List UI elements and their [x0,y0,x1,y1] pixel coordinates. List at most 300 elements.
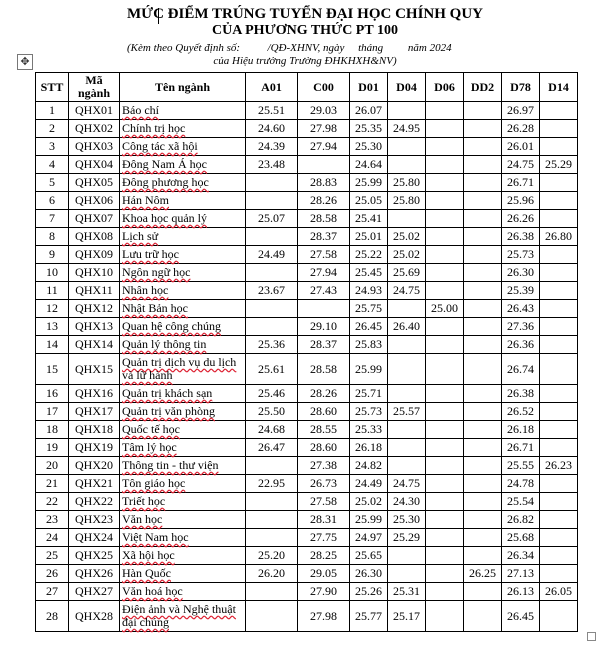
score-cell [464,354,502,385]
score-cell [464,421,502,439]
score-cell [464,511,502,529]
cell-text: 27 [46,584,58,598]
score-cell [464,475,502,493]
cell-text: 27.58 [310,247,337,261]
major-name [120,354,246,385]
score-cell [246,210,298,228]
score-cell [298,601,350,632]
cell-text: 25.26 [355,584,382,598]
cell-text: 28.60 [310,404,337,418]
score-cell [426,354,464,385]
score-cell [298,210,350,228]
score-cell [464,439,502,457]
cell-text: 25.99 [355,175,382,189]
major-code [69,210,120,228]
score-cell [502,138,540,156]
score-cell [426,457,464,475]
row-number [36,529,69,547]
score-cell [464,493,502,511]
cell-text: 24.95 [393,121,420,135]
score-cell [350,421,388,439]
cell-text: 27.98 [310,608,337,623]
cell-text: 27.36 [507,319,534,333]
cell-text: 21 [46,476,58,490]
row-number [36,354,69,385]
score-cell [426,493,464,511]
cell-text: 25.71 [355,386,382,400]
column-header: D04 [388,73,426,102]
score-cell [298,529,350,547]
score-cell [540,336,578,354]
score-cell [426,264,464,282]
score-cell [246,336,298,354]
cell-text: 24.75 [393,476,420,490]
score-cell [350,385,388,403]
major-name-text: Ngôn ngữ học [122,265,191,279]
major-name [120,547,246,565]
column-header: D78 [502,73,540,102]
cell-text: 26.71 [507,440,534,454]
score-cell [246,547,298,565]
score-cell [540,601,578,632]
column-header: C00 [298,73,350,102]
cell-text: 26.01 [507,139,534,153]
cell-text: 24.75 [507,157,534,171]
major-name-text: Quản lý thông tin [122,337,207,351]
cell-text: 29.10 [310,319,337,333]
score-cell [502,174,540,192]
cell-text: 28 [46,608,58,623]
score-cell [388,354,426,385]
score-cell [502,210,540,228]
decision-reference: (Kèm theo Quyết định số: /QĐ-XHNV, ngày tháng năm 2024 [127,42,452,54]
major-name-text: Đông Nam Á học [122,157,207,171]
table-resize-handle-icon[interactable] [587,632,596,641]
cell-text: 26.43 [507,301,534,315]
cell-text: 25.73 [507,247,534,261]
score-cell [464,336,502,354]
table-row [36,457,578,475]
score-cell [426,385,464,403]
table-row [36,300,578,318]
score-cell [298,192,350,210]
score-cell [540,282,578,300]
table-header-row [36,73,578,102]
score-cell [426,120,464,138]
major-code [69,385,120,403]
table-row [36,264,578,282]
cell-text: 6 [49,193,55,207]
cell-text: 25.73 [355,404,382,418]
score-cell [246,493,298,511]
major-name-text: Tâm lý học [122,440,177,454]
cell-text: 26.40 [393,319,420,333]
cell-text: 29.05 [310,566,337,580]
cell-text: 22 [46,494,58,508]
score-cell [298,583,350,601]
score-cell [246,565,298,583]
score-cell [298,300,350,318]
cell-text: 27.98 [310,121,337,135]
cell-text: 25.50 [258,404,285,418]
score-cell [464,547,502,565]
major-name-text: Quản trị dịch vụ du lịch và lữ hành [122,355,237,382]
cell-text: 14 [46,337,58,351]
major-code [69,156,120,174]
cell-text: 28.31 [310,512,337,526]
cell-text: 26.52 [507,404,534,418]
score-cell [298,138,350,156]
cell-text: 25.02 [393,247,420,261]
table-move-handle-icon[interactable]: ✥ [17,54,33,70]
score-cell [246,120,298,138]
table-row [36,421,578,439]
cell-text: 25.35 [355,121,382,135]
cell-text: 25.61 [258,361,285,376]
score-cell [540,565,578,583]
major-name [120,120,246,138]
score-cell [388,102,426,120]
score-cell [388,174,426,192]
major-name [120,174,246,192]
score-cell [464,210,502,228]
cell-text: 25.54 [507,494,534,508]
table-row [36,354,578,385]
major-name [120,493,246,511]
score-cell [426,300,464,318]
score-cell [388,138,426,156]
table-row [36,475,578,493]
row-number [36,102,69,120]
score-cell [540,156,578,174]
cell-text: 5 [49,175,55,189]
major-name [120,138,246,156]
cell-text: 25.07 [258,211,285,225]
major-code [69,547,120,565]
score-cell [350,565,388,583]
score-cell [540,210,578,228]
row-number [36,246,69,264]
cell-text: 25.02 [393,229,420,243]
major-name [120,282,246,300]
score-cell [464,601,502,632]
score-cell [502,120,540,138]
major-name [120,511,246,529]
score-cell [464,120,502,138]
score-cell [350,439,388,457]
score-cell [502,336,540,354]
cell-text: 27.94 [310,265,337,279]
cell-text: 26.23 [545,458,572,472]
major-code [69,354,120,385]
column-header: D14 [540,73,578,102]
cell-text: 25.46 [258,386,285,400]
major-name [120,264,246,282]
cell-text: 3 [49,139,55,153]
major-name [120,318,246,336]
score-cell [298,385,350,403]
score-cell [350,475,388,493]
major-code [69,529,120,547]
score-cell [298,282,350,300]
cell-text: 9 [49,247,55,261]
major-name [120,439,246,457]
score-cell [464,264,502,282]
cell-text: 25.05 [355,193,382,207]
cell-text: 17 [46,404,58,418]
major-name-text: Nhân học [122,283,169,297]
cell-text: 25.01 [355,229,382,243]
cell-text: 26.74 [507,361,534,376]
score-cell [388,264,426,282]
score-cell [350,601,388,632]
score-cell [298,439,350,457]
score-cell [502,601,540,632]
cell-text: 26.07 [355,103,382,117]
score-cell [540,246,578,264]
cell-text: QHX16 [75,386,113,400]
cell-text: QHX18 [75,422,113,436]
cell-text: 27.94 [310,139,337,153]
major-name [120,156,246,174]
score-cell [246,282,298,300]
score-cell [246,228,298,246]
score-cell [426,210,464,228]
score-cell [464,403,502,421]
score-cell [464,246,502,264]
score-cell [502,156,540,174]
cell-text: 26.38 [507,229,534,243]
row-number [36,547,69,565]
cell-text: QHX21 [75,476,113,490]
score-cell [298,246,350,264]
cell-text: 26.25 [469,566,496,580]
cell-text: QHX20 [75,458,113,472]
table-row [36,138,578,156]
score-cell [388,439,426,457]
cell-text: 27.58 [310,494,337,508]
score-cell [426,138,464,156]
cell-text: 19 [46,440,58,454]
cell-text: 25.22 [355,247,382,261]
score-cell [350,264,388,282]
major-name-text: Triết học [122,494,166,508]
score-cell [540,192,578,210]
major-code [69,493,120,511]
major-name-text: Nhật Bản học [122,301,188,315]
row-number [36,601,69,632]
score-cell [350,228,388,246]
cell-text: 27.90 [310,584,337,598]
score-cell [388,529,426,547]
cell-text: 12 [46,301,58,315]
cell-text: 27.75 [310,530,337,544]
major-name [120,421,246,439]
major-name-text: Hán Nôm [122,193,169,207]
score-cell [298,156,350,174]
score-cell [502,493,540,511]
cell-text: QHX12 [75,301,113,315]
score-cell [350,403,388,421]
score-cell [426,246,464,264]
cell-text: 16 [46,386,58,400]
cell-text: 20 [46,458,58,472]
score-cell [298,354,350,385]
cell-text: 25.55 [507,458,534,472]
score-cell [464,174,502,192]
cell-text: 24 [46,530,58,544]
score-cell [388,282,426,300]
cell-text: 28.60 [310,440,337,454]
cell-text: 24.82 [355,458,382,472]
score-cell [464,102,502,120]
score-cell [540,475,578,493]
score-cell [540,174,578,192]
table-row [36,120,578,138]
score-cell [540,547,578,565]
major-name [120,385,246,403]
cell-text: 28.55 [310,422,337,436]
cell-text: QHX10 [75,265,113,279]
cell-text: QHX13 [75,319,113,333]
row-number [36,156,69,174]
row-number [36,421,69,439]
cell-text: 25.77 [355,608,382,623]
score-cell [246,246,298,264]
cell-text: 18 [46,422,58,436]
major-name-text: Lưu trữ học [122,247,179,261]
cell-text: 23.48 [258,157,285,171]
score-cell [246,264,298,282]
cell-text: 25.65 [355,548,382,562]
cell-text: QHX04 [75,157,113,171]
major-code [69,511,120,529]
score-cell [246,583,298,601]
cell-text: 24.64 [355,157,382,171]
cell-text: 26.18 [355,440,382,454]
score-cell [388,403,426,421]
score-cell [246,102,298,120]
score-cell [426,475,464,493]
score-cell [426,156,464,174]
score-cell [350,138,388,156]
row-number [36,583,69,601]
cell-text: 26.30 [507,265,534,279]
row-number [36,120,69,138]
major-name [120,565,246,583]
score-cell [502,583,540,601]
row-number [36,264,69,282]
table-body [36,102,578,632]
score-cell [388,120,426,138]
cell-text: 28.58 [310,211,337,225]
cell-text: 26.20 [258,566,285,580]
score-cell [350,282,388,300]
score-cell [246,318,298,336]
major-code [69,174,120,192]
cell-text: 25.20 [258,548,285,562]
table-row [36,192,578,210]
table-row [36,403,578,421]
major-name-text: Báo chí [122,103,159,117]
cell-text: 28.83 [310,175,337,189]
cell-text: 26.82 [507,512,534,526]
cell-text: 26 [46,566,58,580]
score-cell [464,385,502,403]
major-name-text: Khoa học quản lý [122,211,207,225]
major-name [120,583,246,601]
cell-text: 23.67 [258,283,285,297]
score-cell [246,511,298,529]
row-number [36,336,69,354]
score-cell [502,421,540,439]
score-cell [298,565,350,583]
cell-text: 25.17 [393,608,420,623]
row-number [36,228,69,246]
cell-text: 24.75 [393,283,420,297]
cell-text: 26.28 [507,121,534,135]
major-name [120,457,246,475]
major-name-text: Thông tin - thư viện [122,458,219,472]
cell-text: 22.95 [258,476,285,490]
cell-text: 25.68 [507,530,534,544]
score-cell [350,120,388,138]
score-cell [540,511,578,529]
score-cell [298,493,350,511]
cell-text: QHX05 [75,175,113,189]
score-cell [426,421,464,439]
cell-text: QHX27 [75,584,113,598]
row-number [36,282,69,300]
cell-text: QHX14 [75,337,113,351]
score-cell [464,138,502,156]
major-code [69,475,120,493]
score-cell [502,246,540,264]
row-number [36,475,69,493]
score-cell [298,457,350,475]
score-cell [388,493,426,511]
score-cell [464,529,502,547]
score-cell [350,156,388,174]
row-number [36,403,69,421]
major-name-text: Điện ảnh và Nghệ thuật đại chúng [122,602,236,629]
cell-text: QHX22 [75,494,113,508]
row-number [36,457,69,475]
row-number [36,385,69,403]
score-cell [502,511,540,529]
column-header: DD2 [464,73,502,102]
score-cell [464,583,502,601]
cell-text: 10 [46,265,58,279]
score-cell [540,354,578,385]
score-cell [388,601,426,632]
table-row [36,439,578,457]
table-row [36,210,578,228]
cell-text: 25.99 [355,512,382,526]
cell-text: QHX03 [75,139,113,153]
score-cell [246,300,298,318]
score-cell [502,529,540,547]
cell-text: 25.69 [393,265,420,279]
major-name [120,336,246,354]
cell-text: 25.00 [431,301,458,315]
cell-text: 1 [49,103,55,117]
cell-text: 2 [49,121,55,135]
score-cell [350,210,388,228]
score-cell [298,120,350,138]
score-cell [502,282,540,300]
score-cell [426,228,464,246]
